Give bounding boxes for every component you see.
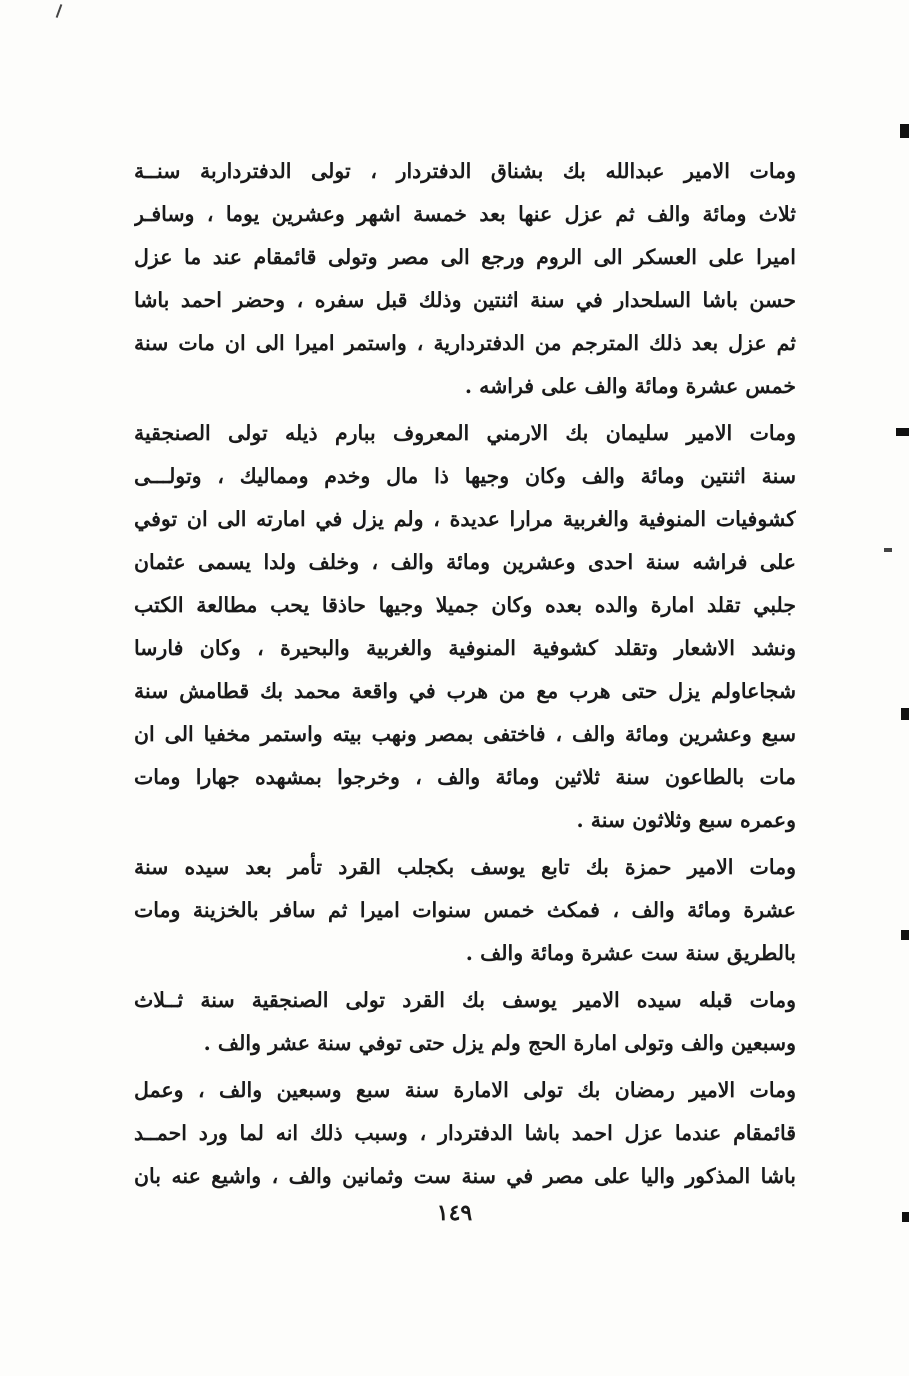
paragraph — [134, 979, 796, 1065]
text-line: ومات الامير عبدالله بك بشناق الدفتردار ، تولى الدفترداربة سنــة — [134, 159, 796, 183]
scan-edge-mark — [884, 548, 892, 552]
text-line: ومات قبله سيده الامير يوسف بك القرد تولى الصنجقية سنة ثــلاث — [134, 988, 796, 1012]
scan-edge-mark — [896, 428, 909, 436]
scan-edge-mark — [56, 4, 63, 18]
text-line: مات بالطاعون سنة ثلاثين ومائة والف ، وخرجوا بمشهده جهارا ومات — [134, 765, 796, 789]
scan-edge-mark — [901, 930, 909, 940]
text-line: ومات الامير حمزة بك تابع يوسف بكجلب القرد تأمر بعد سيده سنة — [134, 855, 796, 879]
text-line: على فراشه سنة احدى وعشرين ومائة والف ، وخلف ولدا يسمى عثمان — [134, 550, 796, 574]
text-line: حسن باشا السلحدار في سنة اثنتين وذلك قبل سفره ، وحضر احمد باشا — [134, 288, 796, 312]
text-line: ونشد الاشعار وتقلد كشوفية المنوفية والغربية والبحيرة ، وكان فارسا — [134, 636, 796, 660]
text-line: شجاعاولم يزل حتى هرب مع من هرب في واقعة محمد بك قطامش سنة — [134, 679, 796, 703]
text-line: كشوفيات المنوفية والغربية مرارا عديدة ، ولم يزل في امارته الى ان توفي — [134, 507, 796, 531]
text-line: باشا المذكور واليا على مصر في سنة ست وثمانين والف ، واشيع عنه بان — [134, 1164, 796, 1188]
text-line: ثلاث ومائة والف ثم عزل عنها بعد خمسة اشهر وعشرين يوما ، وسافـر — [134, 202, 796, 226]
text-line: وعمره سبع وثلاثون سنة . — [576, 808, 796, 832]
text-line: خمس عشرة ومائة والف على فراشه . — [464, 374, 796, 398]
text-line: قائمقام عندما عزل احمد باشا الدفتردار ، وسبب ذلك انه لما ورد احمــد — [134, 1121, 796, 1145]
body-text — [134, 150, 796, 1202]
text-line: وسبعين والف وتولى امارة الحج ولم يزل حتى توفي سنة عشر والف . — [203, 1031, 796, 1055]
scan-edge-mark — [901, 708, 909, 720]
paragraph — [134, 1069, 796, 1198]
text-line: عشرة ومائة والف ، فمكث خمس سنوات اميرا ثم سافر بالخزينة ومات — [134, 898, 796, 922]
text-line: اميرا على العسكر الى الروم ورجع الى مصر وتولى قائمقام عند ما عزل — [134, 245, 796, 269]
text-line: ومات الامير سليمان بك الارمني المعروف ببارم ذيله تولى الصنجقية — [134, 421, 796, 445]
paragraph — [134, 846, 796, 975]
paragraph — [134, 150, 796, 408]
text-line: بالطريق سنة ست عشرة ومائة والف . — [465, 941, 796, 965]
page-number: ١٤٩ — [436, 1200, 473, 1226]
paragraph — [134, 412, 796, 842]
scan-edge-mark — [900, 124, 909, 138]
text-line: سنة اثنتين ومائة والف وكان وجيها ذا مال وخدم ومماليك ، وتولـــى — [134, 464, 796, 488]
text-line: ثم عزل بعد ذلك المترجم من الدفتردارية ، واستمر اميرا الى ان مات سنة — [134, 331, 796, 355]
text-line: ومات الامير رمضان بك تولى الامارة سنة سبع وسبعين والف ، وعمل — [134, 1078, 796, 1102]
text-line: سبع وعشرين ومائة والف ، فاختفى بمصر ونهب بيته واستمر مخفيا الى ان — [134, 722, 796, 746]
text-line: جلبي تقلد امارة والده بعده وكان جميلا وجيها حاذقا يحب مطالعة الكتب — [134, 593, 796, 617]
